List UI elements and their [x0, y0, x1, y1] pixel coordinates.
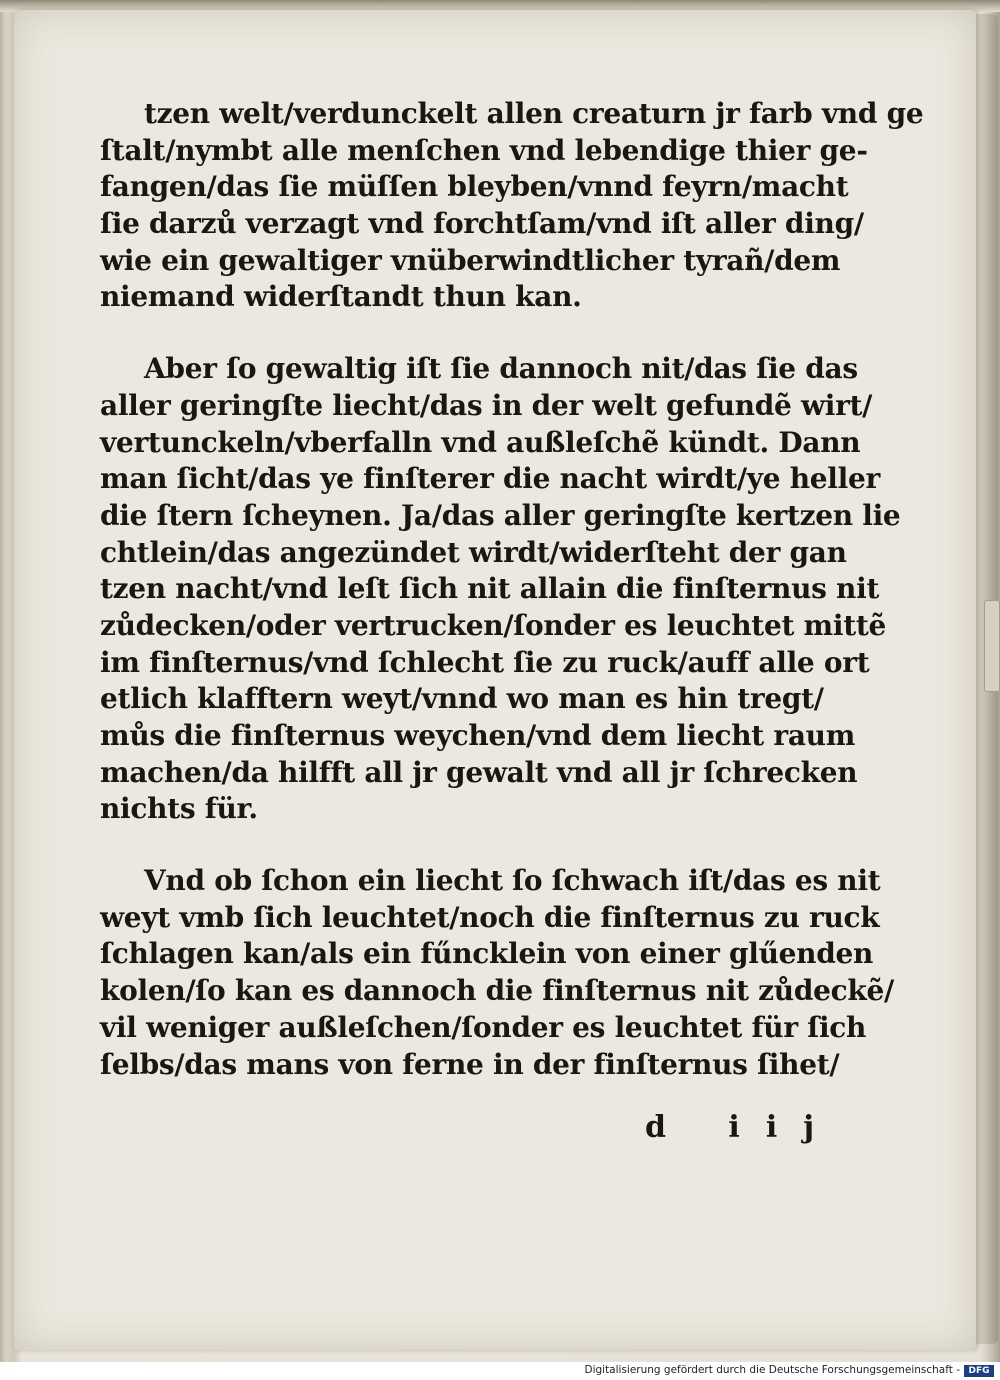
text-line: die ſtern ſcheynen. Ja/das aller geringſte kertzen lie: [100, 498, 901, 532]
text-line: weyt vmb ſich leuchtet/noch die finſternus zu ruck: [100, 900, 880, 934]
text-line: nichts für.: [100, 792, 258, 826]
text-line: chtlein/das angezündet wirdt/widerſteht der gan: [100, 535, 847, 569]
text-line: man ſicht/das ye finſterer die nacht wirdt/ye heller: [100, 462, 880, 496]
footer-bar: [0, 1362, 1000, 1380]
paragraph-3: [100, 863, 894, 1083]
paragraph-1: [100, 96, 924, 316]
text-line: vil weniger außleſchen/ſonder es leuchtet für ſich: [100, 1010, 867, 1044]
text-line: ſtalt/nymbt alle menſchen vnd lebendige thier ge-: [100, 133, 868, 167]
text-line: machen/da hilfft all jr gewalt vnd all jr ſchrecken: [100, 755, 858, 789]
text-line: můs die finſternus weychen/vnd dem liecht raum: [100, 719, 856, 752]
text-line: wie ein gewaltiger vnüberwindtlicher tyrañ/dem: [100, 243, 841, 277]
text-line: etlich klafftern weyt/vnnd wo man es hin tregt/: [100, 682, 824, 716]
page-text: [100, 96, 924, 1083]
text-line: Vnd ob ſchon ein liecht ſo ſchwach iſt/das es nit: [144, 864, 881, 898]
text-line: tzen nacht/vnd leſt ſich nit allain die finſternus nit: [100, 572, 880, 606]
text-line: niemand widerſtandt thun kan.: [100, 280, 582, 314]
signature-mark: d iij: [645, 1110, 841, 1145]
dfg-logo: DFG: [964, 1365, 994, 1377]
text-line: im finſternus/vnd ſchlecht ſie zu ruck/auff alle ort: [100, 645, 870, 679]
text-line: tzen welt/verdunckelt allen creaturn jr farb vnd ge: [144, 97, 924, 130]
text-line: aller geringſte liecht/das in der welt gefundẽ wirt/: [100, 388, 873, 422]
text-line: fangen/das ſie müſſen bleyben/vnnd feyrn/macht: [100, 170, 849, 204]
funding-credit: Digitalisierung gefördert durch die Deutsche Forschungsgemeinschaft -: [584, 1364, 960, 1376]
text-line: vertunckeln/vberfalln vnd außleſchẽ kündt. Dann: [100, 425, 861, 459]
page-tab-marker: [984, 600, 1000, 692]
text-line: kolen/ſo kan es dannoch die finſternus nit zůdeckẽ/: [100, 974, 894, 1008]
text-line: ſelbs/das mans von ferne in der finſternus ſihet/: [100, 1047, 840, 1081]
text-line: ſchlagen kan/als ein fűncklein von einer glűenden: [100, 937, 874, 971]
text-line: ſie darzů verzagt vnd forchtſam/vnd iſt aller ding/: [100, 207, 864, 241]
paragraph-2: [100, 351, 901, 828]
text-line: zůdecken/oder vertrucken/ſonder es leuchtet mittẽ: [100, 608, 886, 642]
text-line: Aber ſo gewaltig iſt ſie dannoch nit/das ſie das: [144, 352, 858, 386]
